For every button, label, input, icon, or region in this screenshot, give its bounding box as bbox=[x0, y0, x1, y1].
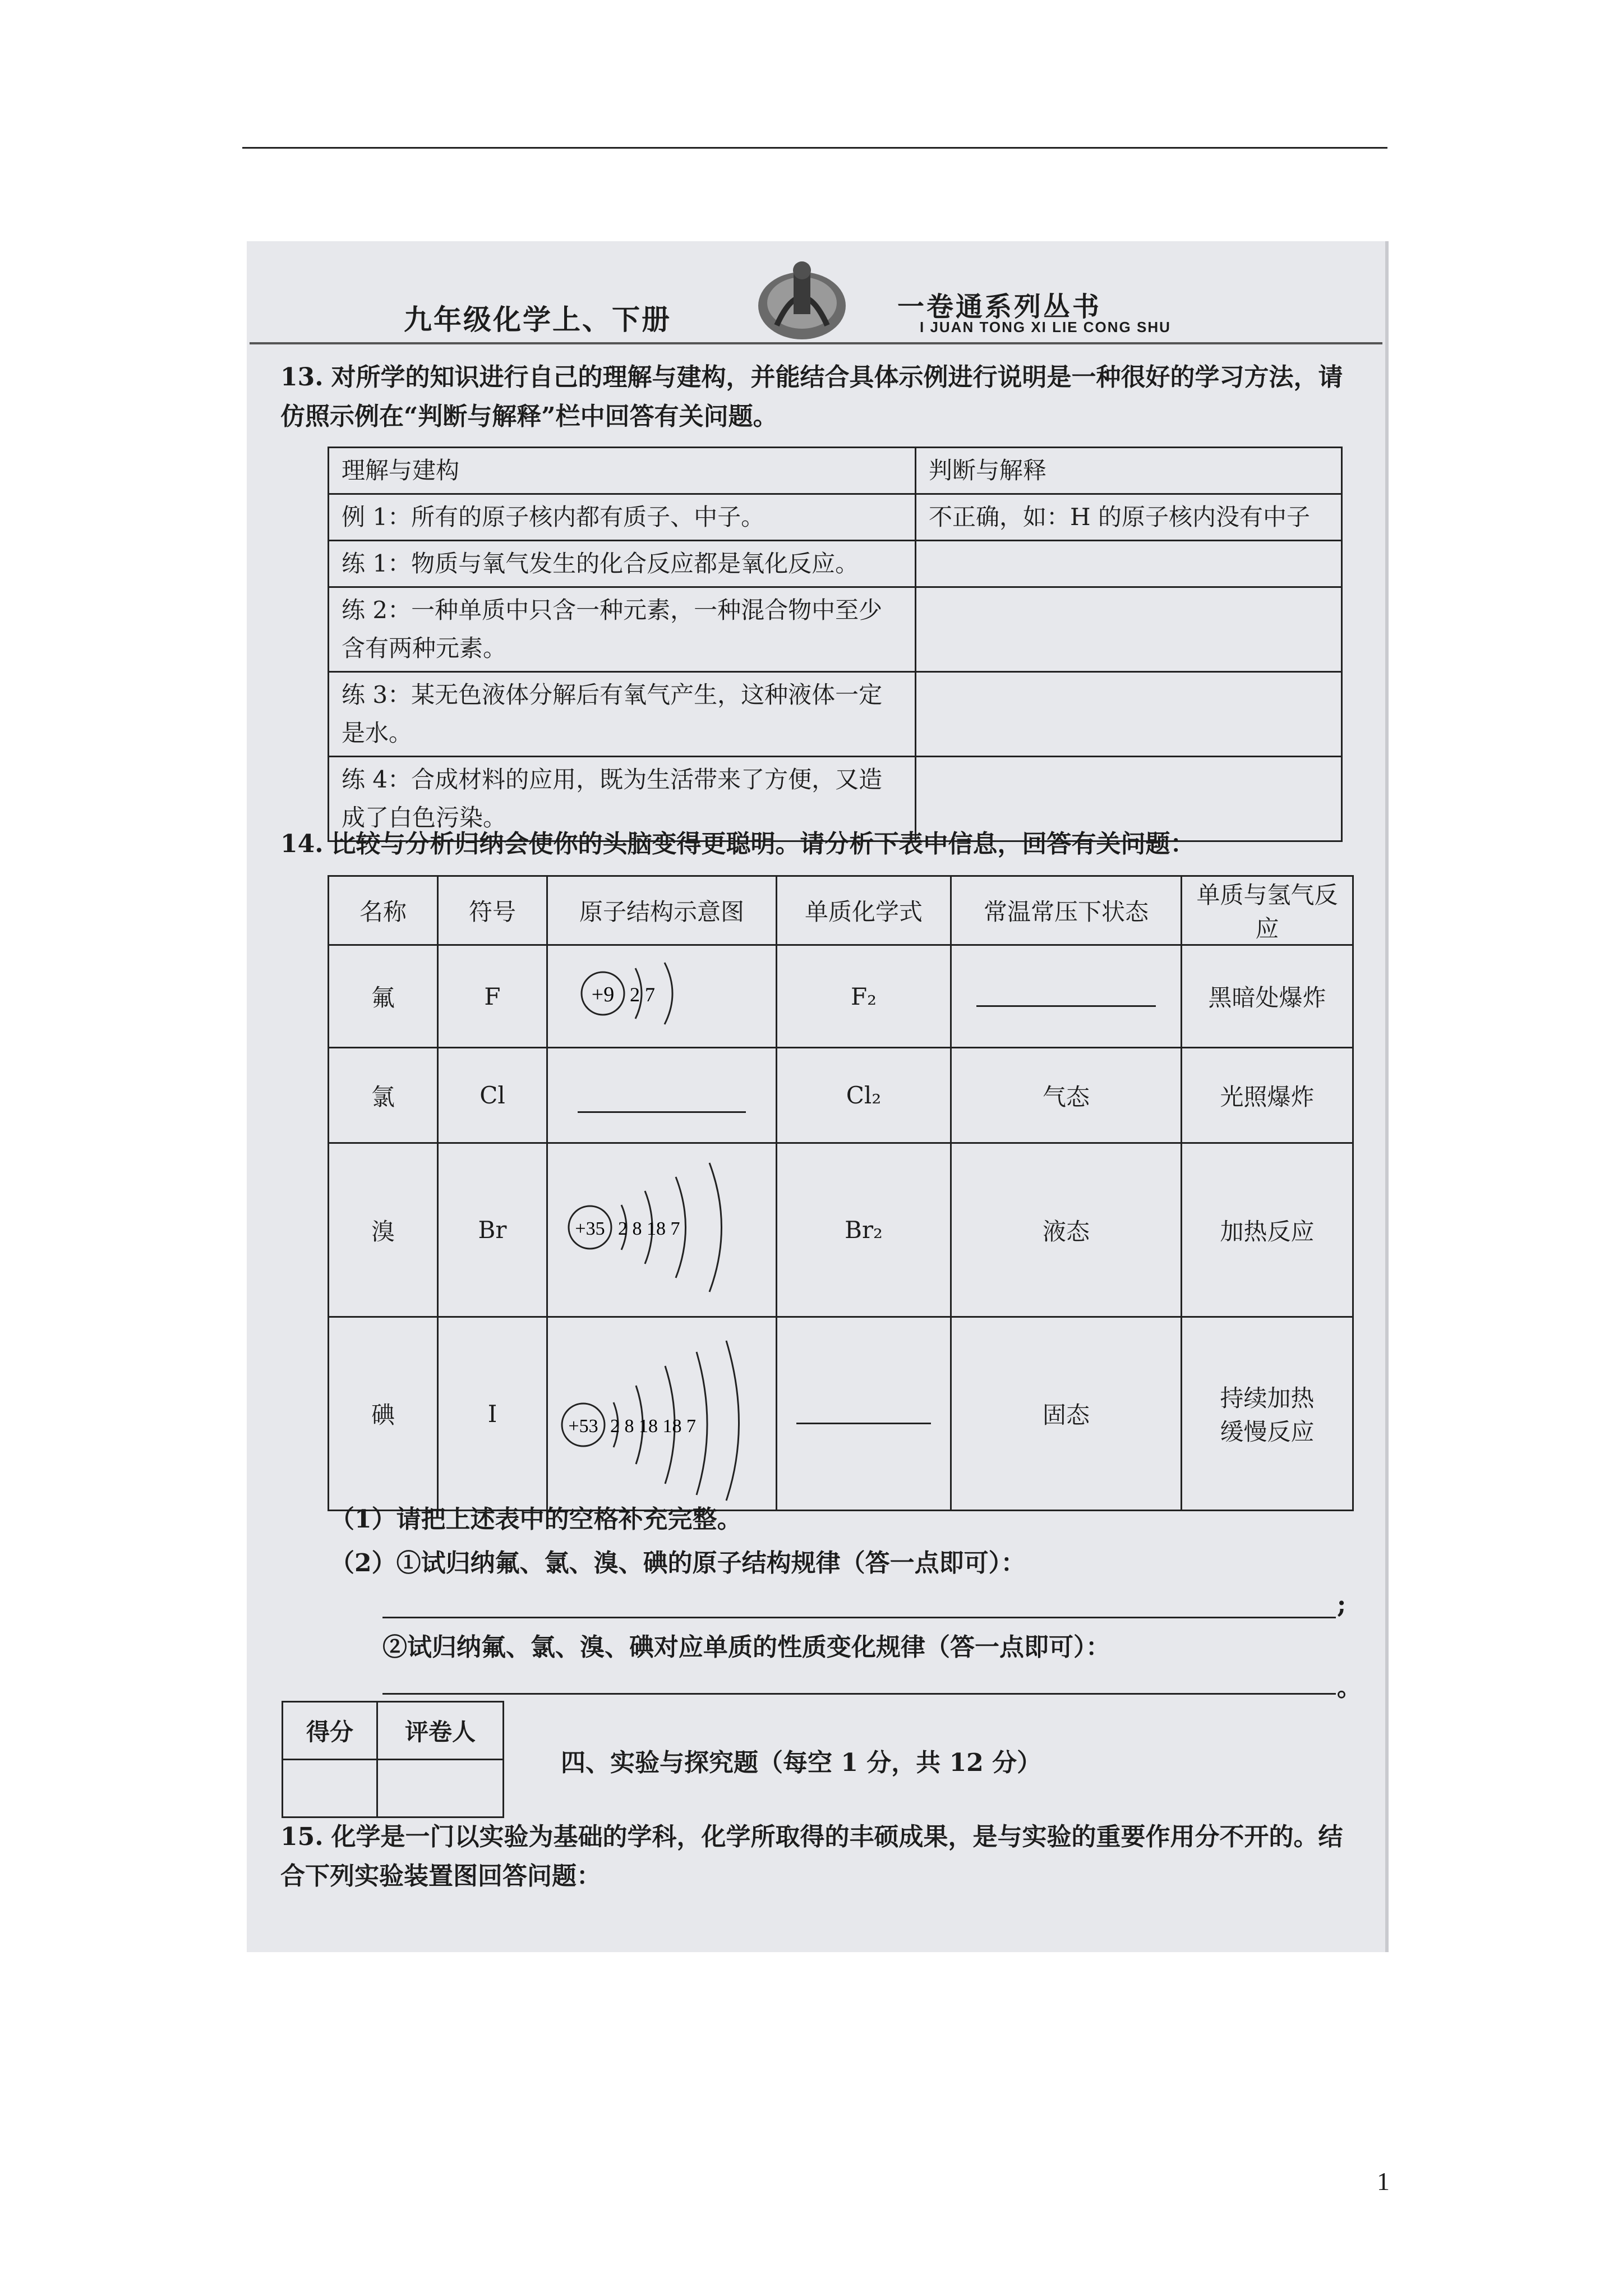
table-13-cell: 练 2：一种单质中只含一种元素，一种混合物中至少含有两种元素。 bbox=[329, 587, 916, 672]
element-name: 溴 bbox=[329, 1143, 438, 1317]
atom-structure-br bbox=[555, 1146, 768, 1309]
table-row bbox=[329, 672, 1342, 757]
question-13-text: 对所学的知识进行自己的理解与建构，并能结合具体示例进行说明是一种很好的学习方法，请仿照示例在“判断与解释”栏中回答有关问题。 bbox=[280, 363, 1343, 431]
element-state: 液态 bbox=[951, 1143, 1182, 1317]
table-14-header: 符号 bbox=[438, 876, 547, 945]
book-title: 九年级化学上、下册 bbox=[404, 303, 671, 336]
table-row bbox=[329, 945, 1353, 1048]
element-symbol: Cl bbox=[438, 1048, 547, 1143]
atom-diagram-blank[interactable] bbox=[547, 1048, 777, 1143]
score-box bbox=[282, 1701, 504, 1818]
svg-text:2 7: 2 7 bbox=[630, 983, 655, 1006]
hydrogen-reaction: 黑暗处爆炸 bbox=[1182, 945, 1353, 1048]
atom-diagram bbox=[547, 1143, 777, 1317]
table-13-answer: 不正确，如：H 的原子核内没有中子 bbox=[916, 494, 1342, 541]
book-emblem-icon bbox=[754, 258, 850, 342]
table-14 bbox=[328, 875, 1354, 1511]
table-13-cell: 练 1：物质与氧气发生的化合反应都是氧化反应。 bbox=[329, 541, 916, 587]
table-13-answer-blank[interactable] bbox=[916, 672, 1342, 757]
q14-sub2a: （2）①试归纳氟、氯、溴、碘的原子结构规律（答一点即可）： bbox=[330, 1549, 1026, 1577]
top-rule bbox=[242, 147, 1387, 149]
svg-text:+53: +53 bbox=[568, 1416, 598, 1437]
atom-structure-i bbox=[555, 1318, 768, 1503]
series-title: 一卷通系列丛书 bbox=[897, 291, 1102, 323]
answer-line-2-end: 。 bbox=[1337, 1673, 1362, 1702]
svg-text:2 8 18 7: 2 8 18 7 bbox=[618, 1218, 680, 1239]
state-blank[interactable] bbox=[951, 945, 1182, 1048]
q14-sub2b: ②试归纳氟、氯、溴、碘对应单质的性质变化规律（答一点即可）： bbox=[382, 1633, 1110, 1662]
element-formula: F₂ bbox=[777, 945, 951, 1048]
atom-structure-f bbox=[558, 946, 766, 1041]
formula-blank[interactable] bbox=[777, 1317, 951, 1511]
answer-line-2[interactable] bbox=[382, 1693, 1336, 1695]
reviewer-label: 评卷人 bbox=[377, 1702, 504, 1760]
reviewer-input-cell[interactable] bbox=[377, 1760, 504, 1818]
question-14-text: 比较与分析归纳会使你的头脑变得更聪明。请分析下表中信息，回答有关问题： bbox=[331, 830, 1195, 858]
table-row bbox=[329, 1317, 1353, 1511]
element-state: 气态 bbox=[951, 1048, 1182, 1143]
table-14-header: 单质化学式 bbox=[777, 876, 951, 945]
element-name: 碘 bbox=[329, 1317, 438, 1511]
question-15-number: 15. bbox=[280, 1823, 324, 1851]
table-13-cell: 练 3：某无色液体分解后有氧气产生，这种液体一定是水。 bbox=[329, 672, 916, 757]
element-name: 氟 bbox=[329, 945, 438, 1048]
table-14-header: 单质与氢气反应 bbox=[1182, 876, 1353, 945]
table-row bbox=[329, 587, 1342, 672]
answer-line-1-end: ; bbox=[1337, 1590, 1347, 1619]
element-symbol: I bbox=[438, 1317, 547, 1511]
q14-sub1: （1）请把上述表中的空格补充完整。 bbox=[330, 1505, 742, 1534]
hydrogen-reaction-line1: 持续加热 bbox=[1220, 1384, 1315, 1412]
table-13-cell: 练 4：合成材料的应用，既为生活带来了方便，又造成了白色污染。 bbox=[329, 757, 916, 841]
svg-text:+35: +35 bbox=[575, 1218, 605, 1239]
hydrogen-reaction bbox=[1182, 1317, 1353, 1511]
table-row bbox=[329, 1048, 1353, 1143]
score-label: 得分 bbox=[283, 1702, 377, 1760]
hydrogen-reaction: 加热反应 bbox=[1182, 1143, 1353, 1317]
atom-diagram bbox=[547, 1317, 777, 1511]
answer-line-1[interactable] bbox=[382, 1617, 1336, 1618]
score-input-cell[interactable] bbox=[283, 1760, 377, 1818]
header-divider bbox=[250, 342, 1382, 344]
svg-text:2 8 18 18 7: 2 8 18 18 7 bbox=[610, 1416, 696, 1437]
table-row bbox=[329, 494, 1342, 541]
hydrogen-reaction-line2: 缓慢反应 bbox=[1220, 1418, 1315, 1446]
element-state: 固态 bbox=[951, 1317, 1182, 1511]
question-15 bbox=[280, 1818, 1357, 1896]
table-13-answer-blank[interactable] bbox=[916, 587, 1342, 672]
element-formula: Br₂ bbox=[777, 1143, 951, 1317]
table-13-header-judgement: 判断与解释 bbox=[916, 448, 1342, 494]
table-13-header-understanding: 理解与建构 bbox=[329, 448, 916, 494]
section-4-title: 四、实验与探究题（每空 1 分，共 12 分） bbox=[561, 1749, 1042, 1777]
page-number: 1 bbox=[1377, 2167, 1390, 2196]
table-14-header: 原子结构示意图 bbox=[547, 876, 777, 945]
svg-text:+9: +9 bbox=[591, 983, 615, 1006]
question-14-number: 14. bbox=[280, 830, 324, 858]
table-14-header: 常温常压下状态 bbox=[951, 876, 1182, 945]
element-name: 氯 bbox=[329, 1048, 438, 1143]
table-13 bbox=[328, 447, 1343, 842]
table-row bbox=[329, 1143, 1353, 1317]
element-symbol: Br bbox=[438, 1143, 547, 1317]
question-14 bbox=[280, 825, 1357, 864]
question-15-text: 化学是一门以实验为基础的学科，化学所取得的丰硕成果，是与实验的重要作用分不开的。结合下列实验装置图回答问题： bbox=[280, 1823, 1343, 1890]
hydrogen-reaction: 光照爆炸 bbox=[1182, 1048, 1353, 1143]
question-13 bbox=[280, 358, 1357, 436]
table-14-header: 名称 bbox=[329, 876, 438, 945]
table-13-answer-blank[interactable] bbox=[916, 541, 1342, 587]
series-subtitle: I JUAN TONG XI LIE CONG SHU bbox=[920, 319, 1171, 335]
atom-diagram bbox=[547, 945, 777, 1048]
element-symbol: F bbox=[438, 945, 547, 1048]
table-row bbox=[329, 541, 1342, 587]
question-13-number: 13. bbox=[280, 363, 324, 392]
element-formula: Cl₂ bbox=[777, 1048, 951, 1143]
table-13-cell: 例 1：所有的原子核内都有质子、中子。 bbox=[329, 494, 916, 541]
